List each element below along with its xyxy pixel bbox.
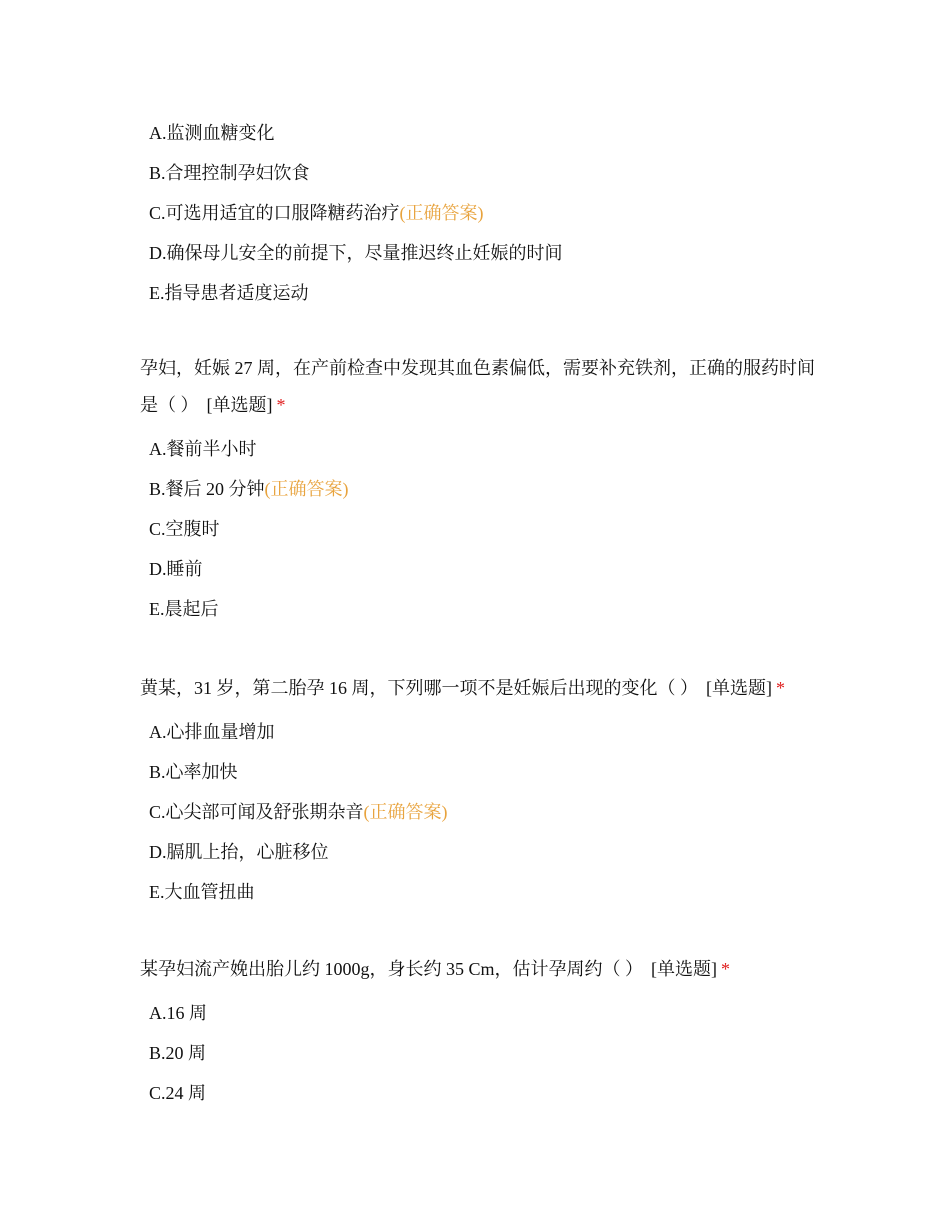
option-b[interactable]	[140, 1033, 820, 1073]
option-c[interactable]	[140, 792, 820, 832]
required-marker: *	[721, 959, 731, 979]
option-d[interactable]	[140, 832, 820, 872]
option-label: C.空腹时	[149, 519, 220, 539]
option-b[interactable]	[140, 752, 820, 792]
option-d[interactable]	[140, 549, 820, 589]
option-label: B.心率加快	[149, 762, 238, 782]
question-text: 孕妇，妊娠 27 周，在产前检查中发现其血色素偏低，需要补充铁剂，正确的服药时间是（ ）	[140, 358, 815, 415]
option-a[interactable]	[140, 993, 820, 1033]
option-d[interactable]	[140, 233, 820, 273]
option-a[interactable]	[140, 712, 820, 752]
option-label: B.合理控制孕妇饮食	[149, 163, 310, 183]
question-stem	[140, 350, 820, 424]
question-stem	[140, 670, 820, 707]
option-label: D.睡前	[149, 559, 203, 579]
option-label: C.24 周	[149, 1083, 207, 1103]
option-label: D.确保母儿安全的前提下，尽量推迟终止妊娠的时间	[149, 243, 563, 263]
option-a[interactable]	[140, 429, 820, 469]
option-list	[140, 712, 820, 912]
option-label: E.大血管扭曲	[149, 882, 255, 902]
correct-answer-tag: (正确答案)	[399, 203, 484, 223]
correct-answer-tag: (正确答案)	[264, 479, 349, 499]
option-label: A.16 周	[149, 1003, 207, 1023]
option-label: E.晨起后	[149, 599, 219, 619]
question-type: [单选题]	[651, 959, 718, 979]
question-stem	[140, 951, 820, 988]
question-text: 黄某，31 岁，第二胎孕 16 周，下列哪一项不是妊娠后出现的变化（ ）	[140, 678, 698, 698]
question-2	[140, 670, 820, 912]
correct-answer-tag: (正确答案)	[363, 802, 448, 822]
question-text: 某孕妇流产娩出胎儿约 1000g，身长约 35 Cm，估计孕周约（ ）	[140, 959, 644, 979]
option-c[interactable]	[140, 1073, 820, 1113]
option-list	[140, 993, 820, 1113]
option-label: C.心尖部可闻及舒张期杂音	[149, 802, 364, 822]
question-0-options	[140, 113, 820, 313]
option-label: A.餐前半小时	[149, 439, 257, 459]
option-e[interactable]	[140, 273, 820, 313]
option-label: A.心排血量增加	[149, 722, 275, 742]
required-marker: *	[776, 678, 785, 698]
question-3	[140, 951, 820, 1113]
option-b[interactable]	[140, 153, 820, 193]
option-b[interactable]	[140, 469, 820, 509]
option-label: B.餐后 20 分钟	[149, 479, 265, 499]
option-c[interactable]	[140, 509, 820, 549]
option-e[interactable]	[140, 872, 820, 912]
option-c[interactable]	[140, 193, 820, 233]
option-label: E.指导患者适度运动	[149, 283, 309, 303]
option-label: B.20 周	[149, 1043, 207, 1063]
option-label: A.监测血糖变化	[149, 123, 275, 143]
option-a[interactable]	[140, 113, 820, 153]
option-list	[140, 429, 820, 629]
option-label: D.膈肌上抬，心脏移位	[149, 842, 329, 862]
option-e[interactable]	[140, 589, 820, 629]
question-type: [单选题]	[206, 395, 273, 415]
question-type: [单选题]	[706, 678, 772, 698]
required-marker: *	[276, 395, 286, 415]
option-label: C.可选用适宜的口服降糖药治疗	[149, 203, 400, 223]
question-1	[140, 350, 820, 629]
